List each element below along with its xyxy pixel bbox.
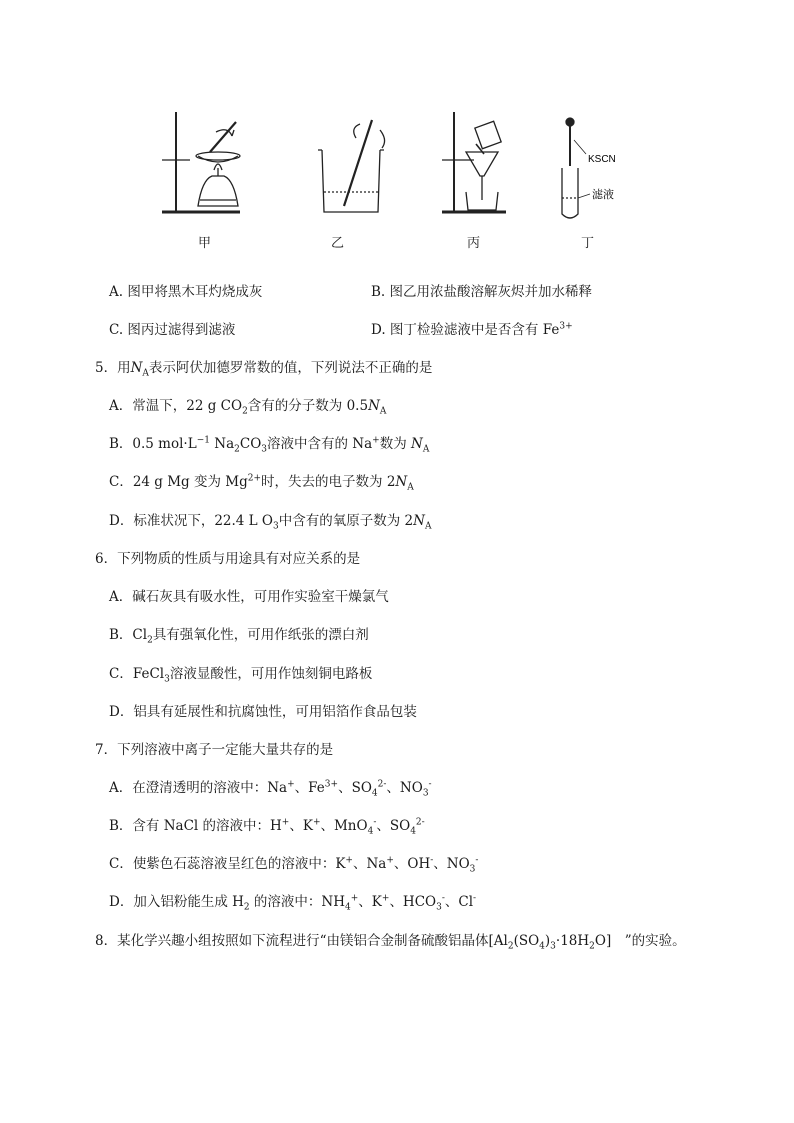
apparatus-yi: [318, 120, 385, 212]
q4-option-c: C. 图丙过滤得到滤液: [109, 322, 236, 338]
filtrate-label: 滤液: [592, 188, 614, 201]
apparatus-bing: [442, 112, 506, 212]
q7-option-d: D．加入铝粉能生成 $H_2$ 的溶液中：$NH_4^+$、K+、$HCO_3^-$、Cl-: [109, 893, 477, 913]
figure-label-bing: 丙: [467, 236, 481, 251]
q4-option-d: D. 图丁检验滤液中是否含有 $Fe^{3+}$: [371, 321, 573, 338]
q6-option-b: B．$Cl_2$具有强氧化性，可用作纸张的漂白剂: [109, 627, 369, 646]
q8-stem: 8．某化学兴趣小组按照如下流程进行“由镁铝合金制备硫酸铝晶体$[Al_2(SO_4)_3\cdot 18H_2O]$ ”的实验。: [95, 933, 686, 952]
q7-option-b: B．含有 NaCl 的溶液中：H+、K+、MnO$_4$-、$SO_4^{2-}$: [109, 817, 425, 837]
q6-option-d: D．铝具有延展性和抗腐蚀性，可用铝箔作食品包装: [109, 704, 417, 720]
q5-stem: 5．用$N_A$表示阿伏加德罗常数的值，下列说法不正确的是: [95, 360, 433, 379]
figure-label-yi: 乙: [331, 236, 345, 251]
q5-option-c: C．24 g Mg 变为 $Mg^{2+}$时，失去的电子数为 $2N_A$: [109, 473, 414, 493]
q5-option-b: B．0.5 $mol\cdot L^{-1}$ $Na_2CO_3$溶液中含有的 Na+数为 $N_A$: [109, 435, 430, 455]
q4-option-a: A. 图甲将黑木耳灼烧成灰: [109, 284, 263, 300]
q6-stem: 6．下列物质的性质与用途具有对应关系的是: [95, 551, 361, 567]
q6-option-c: C．FeCl$_3$溶液显酸性，可用作蚀刻铜电路板: [109, 666, 373, 685]
apparatus-figure: [150, 110, 620, 250]
figure-label-jia: 甲: [198, 236, 212, 251]
q7-stem: 7．下列溶液中离子一定能大量共存的是: [95, 742, 334, 758]
q5-option-a: A．常温下，22 g $CO_2$含有的分子数为 $0.5N_A$: [109, 398, 387, 417]
apparatus-jia: [162, 112, 240, 212]
figure-label-ding: 丁: [581, 236, 595, 251]
q6-option-a: A．碱石灰具有吸水性，可用作实验室干燥氯气: [109, 589, 389, 605]
q7-option-a: A．在澄清透明的溶液中：Na+、$Fe^{3+}$、$SO_4^{2-}$、$NO_3^-$: [109, 779, 432, 799]
q4-option-b: B. 图乙用浓盐酸溶解灰烬并加水稀释: [371, 284, 593, 300]
q5-option-d: D．标准状况下，22.4 L $O_3$中含有的氧原子数为 $2N_A$: [109, 513, 432, 532]
apparatus-ding: [562, 118, 590, 218]
q7-option-c: C．使紫色石蕊溶液呈红色的溶液中：K+、Na+、OH-、$NO_3^-$: [109, 855, 479, 875]
reagent-label: KSCN: [588, 154, 616, 165]
